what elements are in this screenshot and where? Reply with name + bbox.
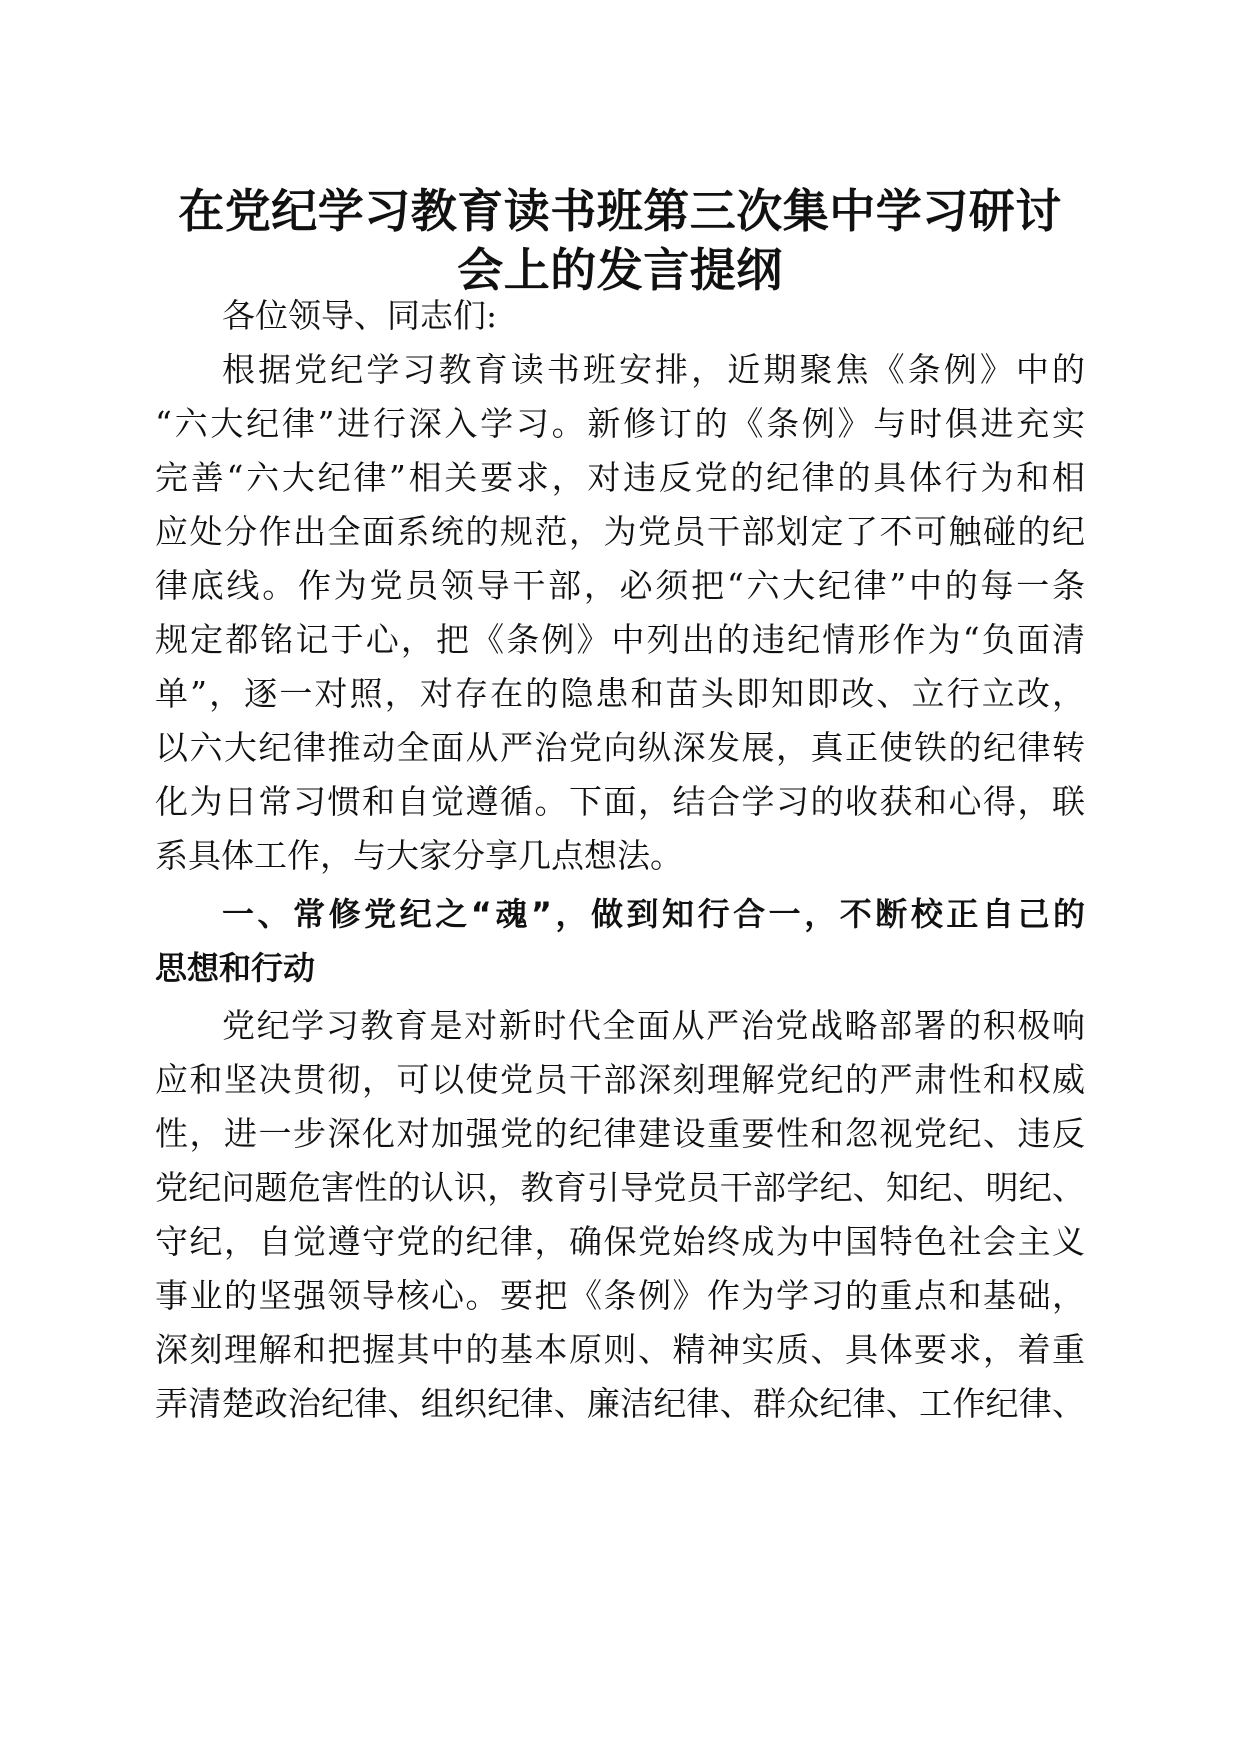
paragraph-1-line: 应处分作出全面系统的规范，为党员干部划定了不可触碰的纪 [155,512,1085,551]
document-title-line-1: 在党纪学习教育读书班第三次集中学习研讨 [178,184,1062,238]
paragraph-1-line: “六大纪律”进行深入学习。新修订的《条例》与时俱进充实 [155,404,1085,443]
paragraph-2-line: 应和坚决贯彻，可以使党员干部深刻理解党纪的严肃性和权威 [155,1060,1085,1099]
paragraph-1-line: 系具体工作，与大家分享几点想法。 [155,836,683,875]
paragraph-1-line: 规定都铭记于心，把《条例》中列出的违纪情形作为“负面清 [155,620,1085,659]
paragraph-2-line: 弄清楚政治纪律、组织纪律、廉洁纪律、群众纪律、工作纪律、 [155,1384,1085,1423]
section-heading-1: 思想和行动 [155,949,316,987]
section-heading-1: 一、常修党纪之“魂”，做到知行合一，不断校正自己的 [222,895,1085,933]
paragraph-1-line: 根据党纪学习教育读书班安排，近期聚焦《条例》中的 [222,350,1085,389]
paragraph-1-line: 化为日常习惯和自觉遵循。下面，结合学习的收获和心得，联 [155,782,1085,821]
document-title-line-2: 会上的发言提纲 [457,243,783,297]
paragraph-1-line: 以六大纪律推动全面从严治党向纵深发展，真正使铁的纪律转 [155,728,1085,767]
paragraph-1-line: 完善“六大纪律”相关要求，对违反党的纪律的具体行为和相 [155,458,1085,497]
paragraph-2-line: 党纪问题危害性的认识，教育引导党员干部学纪、知纪、明纪、 [155,1168,1085,1207]
paragraph-2-line: 性，进一步深化对加强党的纪律建设重要性和忽视党纪、违反 [155,1114,1085,1153]
paragraph-1-line: 律底线。作为党员领导干部，必须把“六大纪律”中的每一条 [155,566,1085,605]
paragraph-2-line: 守纪，自觉遵守党的纪律，确保党始终成为中国特色社会主义 [155,1222,1085,1261]
paragraph-1-line: 单”，逐一对照，对存在的隐患和苗头即知即改、立行立改， [155,674,1085,713]
paragraph-2-line: 党纪学习教育是对新时代全面从严治党战略部署的积极响 [222,1006,1085,1045]
paragraph-2-line: 事业的坚强领导核心。要把《条例》作为学习的重点和基础， [155,1276,1085,1315]
paragraph-2-line: 深刻理解和把握其中的基本原则、精神实质、具体要求，着重 [155,1330,1085,1369]
salutation: 各位领导、同志们: [222,296,498,335]
